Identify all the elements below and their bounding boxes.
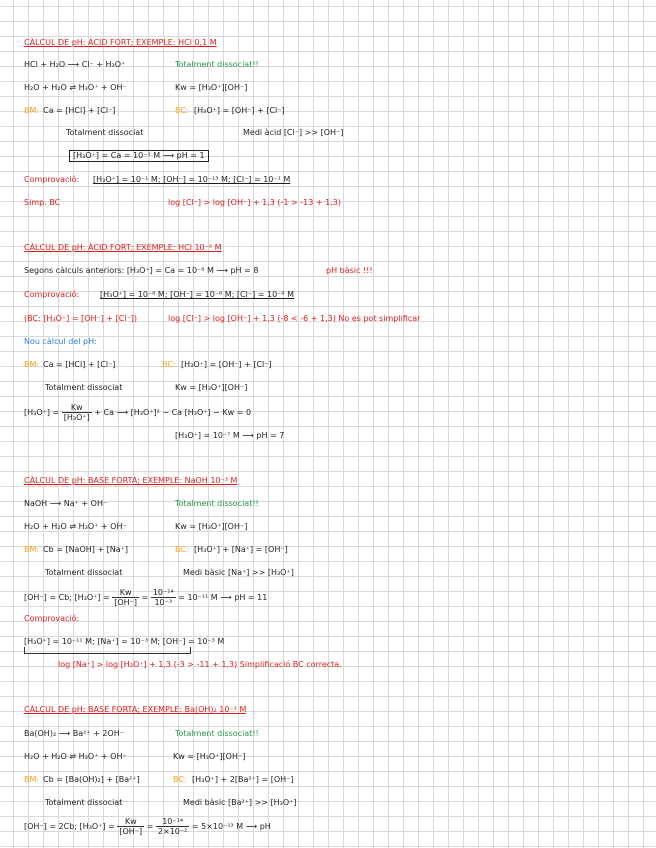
section-4-title: CÀLCUL DE pH: BASE FORTA; EXEMPLE: Ba(OH)₂ 10⁻² M <box>24 705 247 714</box>
s1-bc: [H₃O⁺] = [OH⁻] + [Cl⁻] <box>194 106 285 115</box>
s4-eq-num2: 10⁻¹⁴ <box>156 817 189 827</box>
s4-bm-label: BM: <box>24 775 40 784</box>
s2-eq-num: Kw <box>62 403 92 413</box>
s2-eq-lhs: [H₃O⁺] = <box>24 408 60 417</box>
s4-note-dissociat: Totalment dissociat <box>45 798 123 807</box>
s2-bm-label: BM: <box>24 360 40 369</box>
s3-bc: [H₃O⁺] + [Na⁺] = [OH⁻] <box>194 545 288 554</box>
section-3-title: CÀLCUL DE pH: BASE FORTA; EXEMPLE: NaOH 10⁻³ M <box>24 476 238 485</box>
s3-comprovacio: [H₃O⁺] = 10⁻¹¹ M; [Na⁺] = 10⁻³ M; [OH⁻] = 10⁻³ M <box>24 637 225 646</box>
s4-bc: [H₃O⁺] + 2[Ba²⁺] = [OH⁻] <box>192 775 294 784</box>
s3-eq-mid: = <box>141 593 149 602</box>
s4-dissociation-note: Totalment dissociat!! <box>175 729 259 738</box>
s2-eq-den: [H₃O⁺] <box>63 413 90 422</box>
s3-eq-rhs: = 10⁻¹¹ M ⟶ pH = 11 <box>178 593 268 602</box>
s3-eq-fraction-1 <box>112 588 139 607</box>
s1-note-dissociat: Totalment dissociat <box>66 128 144 137</box>
s4-bc-label: BC: <box>173 775 187 784</box>
s3-dissociation-eq: NaOH ⟶ Na⁺ + OH⁻ <box>24 499 108 508</box>
section-1-title: CÀLCUL DE pH: ÀCID FORT; EXEMPLE: HCl 0,1 M <box>24 38 217 47</box>
s3-final-check: log [Na⁺] > log [H₃O⁺] + 1,3 (-3 > -11 + 1,3) Simplificació BC correcta. <box>58 660 342 669</box>
s2-eq-fraction <box>62 403 92 422</box>
s3-eq-lhs: [OH⁻] = Cb; [H₃O⁺] = <box>24 593 110 602</box>
s1-simp: log [Cl⁻] > log [OH⁻] + 1,3 (-1 > -13 + 1,3) <box>168 198 341 207</box>
s2-result: [H₃O⁺] = 10⁻⁷ M ⟶ pH = 7 <box>175 431 285 440</box>
s3-dissociation-note: Totalment dissociat!! <box>175 499 259 508</box>
s4-eq-mid: = <box>146 822 154 831</box>
s1-autoionization-eq: H₂O + H₂O ⇌ H₃O⁺ + OH⁻ <box>24 83 127 92</box>
s3-note-medi: Medi bàsic [Na⁺] >> [H₃O⁺] <box>183 568 294 577</box>
s1-dissociation-note: Totalment dissociat!! <box>175 60 259 69</box>
s2-bc-label: BC: <box>162 360 176 369</box>
s1-note-medi: Medi àcid [Cl⁻] >> [OH⁻] <box>243 128 344 137</box>
s3-comprovacio-label: Comprovació: <box>24 614 80 623</box>
s4-eq-num: Kw <box>117 817 144 827</box>
s1-bc-label: BC: <box>175 106 189 115</box>
s2-bm: Ca = [HCl] + [Cl⁻] <box>43 360 116 369</box>
s4-eq-fraction-1 <box>117 817 144 836</box>
s3-eq-fraction-2 <box>151 588 176 607</box>
s2-comprovacio: [H₃O⁺] = 10⁻⁸ M; [OH⁻] = 10⁻⁶ M; [Cl⁻] = 10⁻⁸ M <box>100 290 295 299</box>
s3-comprovacio-bracket <box>24 647 191 654</box>
s2-nou-calcul: Nou càlcul del pH: <box>24 337 97 346</box>
s2-no-simplificar: log [Cl⁻] > log [OH⁻] + 1,3 (-8 < -6 + 1,3) No es pot simplificar <box>168 314 421 323</box>
s3-bm-label: BM: <box>24 545 40 554</box>
s3-calc-eq <box>24 588 267 608</box>
s2-basic-note: pH bàsic !!! <box>326 266 373 275</box>
s4-kw: Kw = [H₃O⁺][OH⁻] <box>173 752 246 761</box>
s3-eq-den: [OH⁻] <box>114 598 138 607</box>
s2-quadratic-eq <box>24 403 251 423</box>
s2-bc: [H₃O⁺] = [OH⁻] + [Cl⁻] <box>181 360 272 369</box>
s4-eq-lhs: [OH⁻] = 2Cb; [H₃O⁺] = <box>24 822 115 831</box>
s1-simp-label: Simp. BC <box>24 198 61 207</box>
s1-kw: Kw = [H₃O⁺][OH⁻] <box>175 83 248 92</box>
s4-autoionization-eq: H₂O + H₂O ⇌ H₃O⁺ + OH⁻ <box>24 752 127 761</box>
s1-bm-label: BM: <box>24 106 40 115</box>
s1-boxed-result: [H₃O⁺] = Ca = 10⁻¹ M ⟶ pH = 1 <box>69 150 209 162</box>
s4-eq-den2: 2×10⁻² <box>157 827 188 836</box>
s3-eq-num2: 10⁻¹⁴ <box>152 588 174 597</box>
s3-bm: Cb = [NaOH] + [Na⁺] <box>43 545 129 554</box>
s4-bm: Cb = [Ba(OH)₂] + [Ba²⁺] <box>43 775 140 784</box>
s4-eq-den: [OH⁻] <box>119 827 143 836</box>
s3-bc-label: BC: <box>175 545 189 554</box>
s3-autoionization-eq: H₂O + H₂O ⇌ H₃O⁺ + OH⁻ <box>24 522 127 531</box>
s2-eq-rhs: + Ca ⟶ [H₃O⁺]² − Ca [H₃O⁺] − Kw = 0 <box>94 408 252 417</box>
s3-eq-den2: 10⁻³ <box>154 598 173 607</box>
s2-note-dissociat: Totalment dissociat <box>45 383 123 392</box>
section-2-title: CÀLCUL DE pH: ÀCID FORT; EXEMPLE: HCl 10⁻⁸ M <box>24 243 222 252</box>
s4-calc-eq <box>24 817 271 837</box>
s2-kw: Kw = [H₃O⁺][OH⁻] <box>175 383 248 392</box>
s4-dissociation-eq: Ba(OH)₂ ⟶ Ba²⁺ + 2OH⁻ <box>24 729 124 738</box>
s3-note-dissociat: Totalment dissociat <box>45 568 123 577</box>
s4-eq-rhs: = 5×10⁻¹³ M ⟶ pH <box>191 822 271 831</box>
s1-comprovacio: [H₃O⁺] = 10⁻¹ M; [OH⁻] = 10⁻¹³ M; [Cl⁻] = 10⁻¹ M <box>93 175 291 184</box>
s3-eq-num: Kw <box>112 588 139 598</box>
s4-note-medi: Medi bàsic [Ba²⁺] >> [H₃O⁺] <box>183 798 297 807</box>
s1-bm: Ca = [HCl] + [Cl⁻] <box>43 106 116 115</box>
s1-comprovacio-label: Comprovació: <box>24 175 80 184</box>
s2-comprovacio-label: Comprovació: <box>24 290 80 299</box>
s1-dissociation-eq: HCl + H₂O ⟶ Cl⁻ + H₃O⁺ <box>24 60 126 69</box>
s2-prev-calc: Segons càlculs anteriors: [H₃O⁺] = Ca = 10⁻⁸ M ⟶ pH = 8 <box>24 266 259 275</box>
s3-kw: Kw = [H₃O⁺][OH⁻] <box>175 522 248 531</box>
s4-eq-fraction-2 <box>156 817 189 836</box>
s2-bc-recall: (BC: [H₃O⁺] = [OH⁻] + [Cl⁻]) <box>24 314 138 323</box>
